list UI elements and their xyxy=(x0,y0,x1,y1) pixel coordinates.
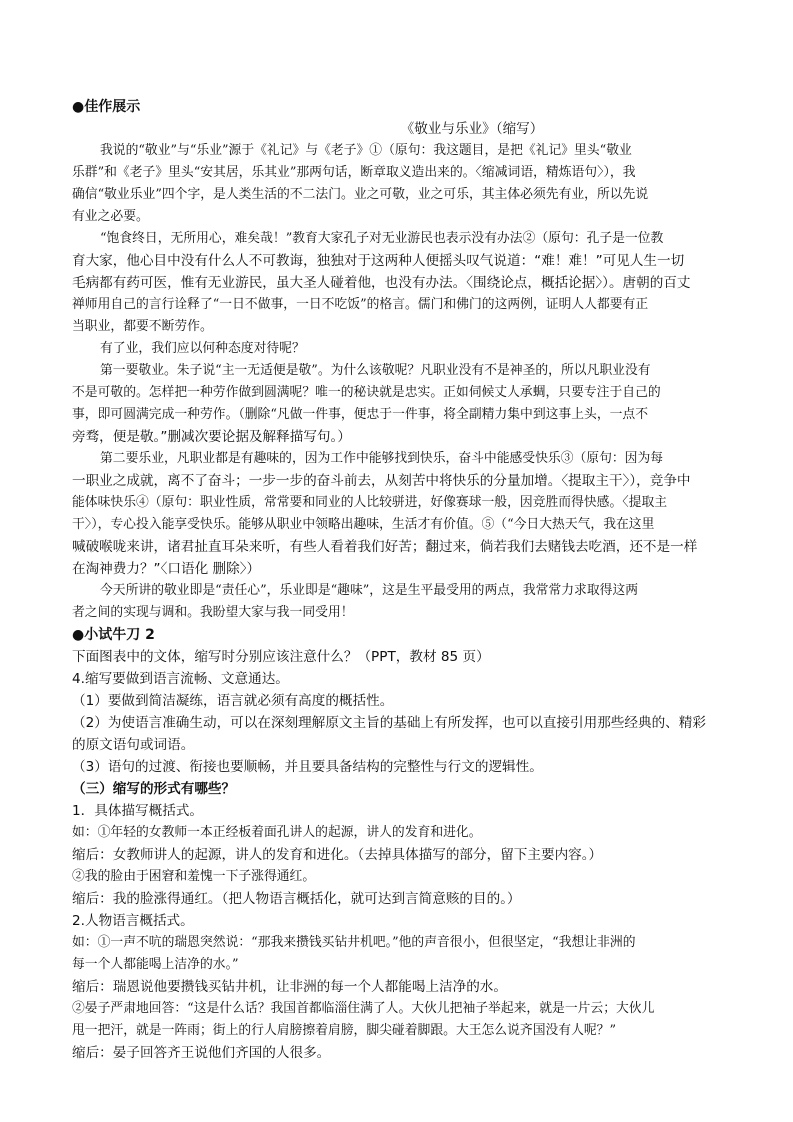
essay-line: 干〉），专心投入能享受快乐。能够从职业中领略出趣味，生活才有价值。⑤（“今日大热天气，我在这里 xyxy=(72,517,655,532)
forms-line: 缩后：瑞恩说他要攒钱买钻井机，让非洲的每一个人都能喝上洁净的水。 xyxy=(72,979,507,995)
forms-line: 如：①年轻的女教师一本正经板着面孔讲人的起源，讲人的发育和进化。 xyxy=(72,825,482,840)
forms-line: 甩一把汗，就是一阵雨；街上的行人肩膀擦着肩膀，脚尖碰着脚跟。大王怎么说齐国没有人呢？” xyxy=(72,1023,617,1038)
essay-line: 当职业，都要不断劳作。 xyxy=(72,319,213,334)
essay-line: 能体味快乐④（原句：职业性质，常常要和同业的人比较骈进，好像赛球一般，因竞胜而得快感。〈提取主 xyxy=(72,495,668,510)
document-page xyxy=(72,96,722,1064)
section-heading-showcase: ●佳作展示 xyxy=(72,99,141,115)
essay-line: 在淘神费力？”〈口语化 删除〉） xyxy=(72,561,261,577)
forms-line: 2.人物语言概括式。 xyxy=(72,913,194,929)
forms-line: 缩后：我的脸涨得通红。（把人物语言概括化，就可达到言简意赅的目的。） xyxy=(72,891,521,907)
forms-line: 缩后：女教师讲人的起源，讲人的发育和进化。（去掉具体描写的部分，留下主要内容。） xyxy=(72,847,603,863)
essay-line: “饱食终日，无所用心，难矣哉！”教育大家孔子对无业游民也表示没有办法②（原句：孔子是一位教 xyxy=(100,231,664,246)
essay-line: 旁骛，便是敬。”删减次要论据及解释描写句。） xyxy=(72,429,351,445)
essay-line: 有了业，我们应以何种态度对待呢？ xyxy=(100,341,305,356)
practice-line: 4.缩写要做到语言流畅、文意通达。 xyxy=(72,671,289,687)
essay-line: 育大家，他心目中没有什么人不可教诲，独独对于这两种人便摇头叹气说道：“难！难！”可见人生一切 xyxy=(72,253,685,269)
forms-line: 缩后：晏子回答齐王说他们齐国的人很多。 xyxy=(72,1045,331,1061)
essay-line: 不是可敬的。怎样把一种劳作做到圆满呢？唯一的秘诀就是忠实。正如伺候丈人承蜩，只要专注于自己的 xyxy=(72,385,661,400)
essay-line: 喊破喉咙来讲，诸君扯直耳朵来听，有些人看着我们好苦；翻过来，倘若我们去赌钱去吃酒，还不是一样 xyxy=(72,539,698,555)
essay-line: 毛病都有药可医，惟有无业游民，虽大圣人碰着他，也没有办法。〈围绕论点，概括论据〉）。唐朝的百丈 xyxy=(72,275,691,291)
essay-line: 今天所讲的敬业即是“责任心”，乐业即是“趣味”，这是生平最受用的两点，我常常力求取得这两 xyxy=(100,583,639,598)
essay-line: 一职业之成就，离不了奋斗；一步一步的奋斗前去，从刻苦中将快乐的分量加增。〈提取主干〉），竞争中 xyxy=(72,473,691,489)
practice-line: （3）语句的过渡、衔接也要顺畅，并且要具备结构的完整性与行文的逻辑性。 xyxy=(72,759,543,775)
forms-line: 如：①一声不吭的瑞恩突然说：“那我来攒钱买钻井机吧。”他的声音很小，但很坚定，“我想让非洲的 xyxy=(72,935,636,950)
section-heading-practice: ●小试牛刀 2 xyxy=(72,627,155,643)
essay-line: 有业之必要。 xyxy=(72,209,149,224)
section-heading-forms: （三）缩写的形式有哪些？ xyxy=(72,781,236,797)
essay-line: 者之间的实现与调和。我盼望大家与我一同受用！ xyxy=(72,605,354,620)
essay-line: 乐群”和《老子》里头“安其居，乐其业”那两句话，断章取义造出来的。〈缩减词语，精炼语句〉），我 xyxy=(72,165,636,180)
forms-line: ②晏子严肃地回答：“这是什么话？我国首都临淄住满了人。大伙儿把袖子举起来，就是一片云；大伙儿 xyxy=(72,1001,655,1016)
forms-body xyxy=(72,800,722,1064)
essay-line: 事，即可圆满完成一种劳作。（删除“凡做一件事，便忠于一件事，将全副精力集中到这事上头，一点不 xyxy=(72,407,649,422)
practice-line: （1）要做到简洁凝练，语言就必须有高度的概括性。 xyxy=(72,693,394,709)
practice-line: 的原文语句或词语。 xyxy=(72,737,195,753)
practice-body xyxy=(72,646,722,778)
essay-line: 确信“敬业乐业”四个字，是人类生活的不二法门。业之可敬，业之可乐，其主体必须先有业，所以先说 xyxy=(72,187,649,202)
essay-body xyxy=(72,140,722,624)
forms-line: 1．具体描写概括式。 xyxy=(72,803,203,819)
practice-line: 下面图表中的文体，缩写时分别应该注意什么？（PPT，教材 85 页） xyxy=(72,649,490,665)
essay-line: 禅师用自己的言行诠释了“一日不做事，一日不吃饭”的格言。儒门和佛门的这两例，证明人人都要有正 xyxy=(72,297,649,312)
forms-line: 每一个人都能喝上洁净的水。” xyxy=(72,957,239,972)
essay-title: 《敬业与乐业》（缩写） xyxy=(400,121,544,137)
practice-line: （2）为使语言准确生动，可以在深刻理解原文主旨的基础上有所发挥，也可以直接引用那些经典的、精彩 xyxy=(72,715,706,731)
forms-line: ②我的脸由于困窘和羞愧一下子涨得通红。 xyxy=(72,869,316,884)
essay-line: 我说的“敬业”与“乐业”源于《礼记》与《老子》①（原句：我这题目，是把《礼记》里头“敬业 xyxy=(100,143,632,158)
essay-line: 第二要乐业，凡职业都是有趣味的，因为工作中能够找到快乐，奋斗中能感受快乐③（原句：因为每 xyxy=(100,451,664,466)
essay-line: 第一要敬业。朱子说“主一无适便是敬”。为什么该敬呢？凡职业没有不是神圣的，所以凡职业没有 xyxy=(100,363,651,378)
